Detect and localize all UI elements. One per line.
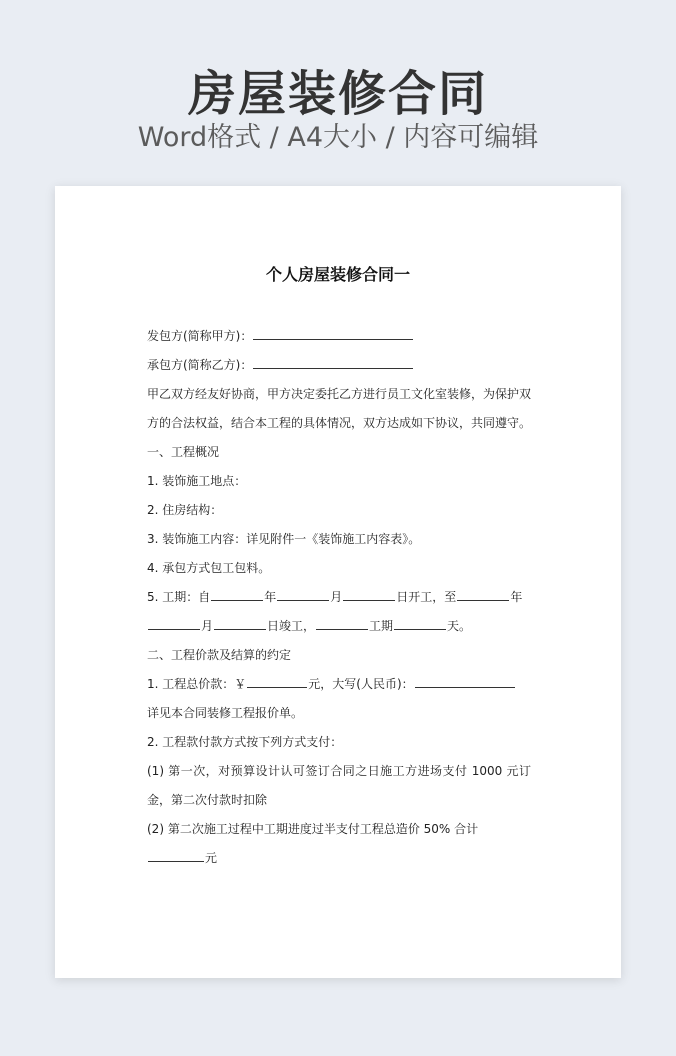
- document-page: [55, 186, 621, 978]
- end-year-blank[interactable]: [457, 586, 509, 601]
- start-day-blank[interactable]: [343, 586, 395, 601]
- header-subtitle: Word格式 / A4大小 / 内容可编辑: [137, 122, 539, 153]
- intro-paragraph: 甲乙双方经友好协商，甲方决定委托乙方进行员工文化室装修，为保护双方的合法权益，结合本工程的具体情况，双方达成如下协议，共同遵守。: [147, 387, 532, 430]
- schedule-prefix: 5. 工期：自: [147, 590, 211, 604]
- item-1-3: 3. 装饰施工内容：详见附件一《装饰施工内容表》。: [147, 532, 421, 546]
- section-2-heading: 二、工程价款及结算的约定: [147, 648, 292, 662]
- total-price-label: 1. 工程总价款：￥: [147, 677, 247, 691]
- end-month-label: 月: [201, 619, 214, 633]
- party-a-label: 发包方(简称甲方)：: [147, 329, 253, 343]
- year-label: 年: [264, 590, 277, 604]
- duration-blank-1[interactable]: [316, 615, 368, 630]
- section-1-heading: 一、工程概况: [147, 445, 220, 459]
- party-b-line: [147, 351, 531, 380]
- total-price-words-label: 元，大写(人民币)：: [308, 677, 414, 691]
- start-year-blank[interactable]: [211, 586, 263, 601]
- total-price-words-blank[interactable]: [415, 673, 515, 688]
- item-2-2: 2. 工程款付款方式按下列方式支付：: [147, 735, 343, 749]
- duration-blank-2[interactable]: [394, 615, 446, 630]
- payment-2-amount-line: [147, 844, 531, 873]
- party-a-line: [147, 322, 531, 351]
- item-1-1: 1. 装饰施工地点：: [147, 474, 247, 488]
- item-2-1-note: 详见本合同装修工程报价单。: [147, 706, 304, 720]
- payment-2: (2) 第二次施工过程中工期进度过半支付工程总造价 50% 合计: [147, 822, 479, 836]
- document-title: 个人房屋装修合同一: [265, 265, 410, 284]
- header-title: 房屋装修合同: [187, 66, 488, 122]
- start-month-blank[interactable]: [277, 586, 329, 601]
- month-label: 月: [330, 590, 343, 604]
- end-day-label: 日竣工，: [267, 619, 316, 633]
- document-body: [147, 322, 531, 873]
- end-month-blank[interactable]: [148, 615, 200, 630]
- end-day-blank[interactable]: [214, 615, 266, 630]
- duration-label: 工期: [369, 619, 394, 633]
- party-b-label: 承包方(简称乙方)：: [147, 358, 253, 372]
- item-1-2: 2. 住房结构：: [147, 503, 223, 517]
- item-1-5-line-2: [147, 612, 531, 641]
- item-1-5-line-1: [147, 583, 531, 612]
- payment-2-unit: 元: [205, 851, 218, 865]
- item-1-4: 4. 承包方式包工包料。: [147, 561, 271, 575]
- payment-1: (1) 第一次，对预算设计认可签订合同之日施工方进场支付 1000 元订金，第二次付款时扣除: [147, 764, 531, 807]
- end-year-label: 年: [510, 590, 523, 604]
- item-2-1-line: [147, 670, 531, 699]
- party-a-blank[interactable]: [253, 325, 413, 340]
- party-b-blank[interactable]: [253, 354, 413, 369]
- payment-2-amount-blank[interactable]: [148, 847, 204, 862]
- days-label: 天。: [447, 619, 472, 633]
- total-price-blank[interactable]: [247, 673, 307, 688]
- start-day-label: 日开工，至: [396, 590, 457, 604]
